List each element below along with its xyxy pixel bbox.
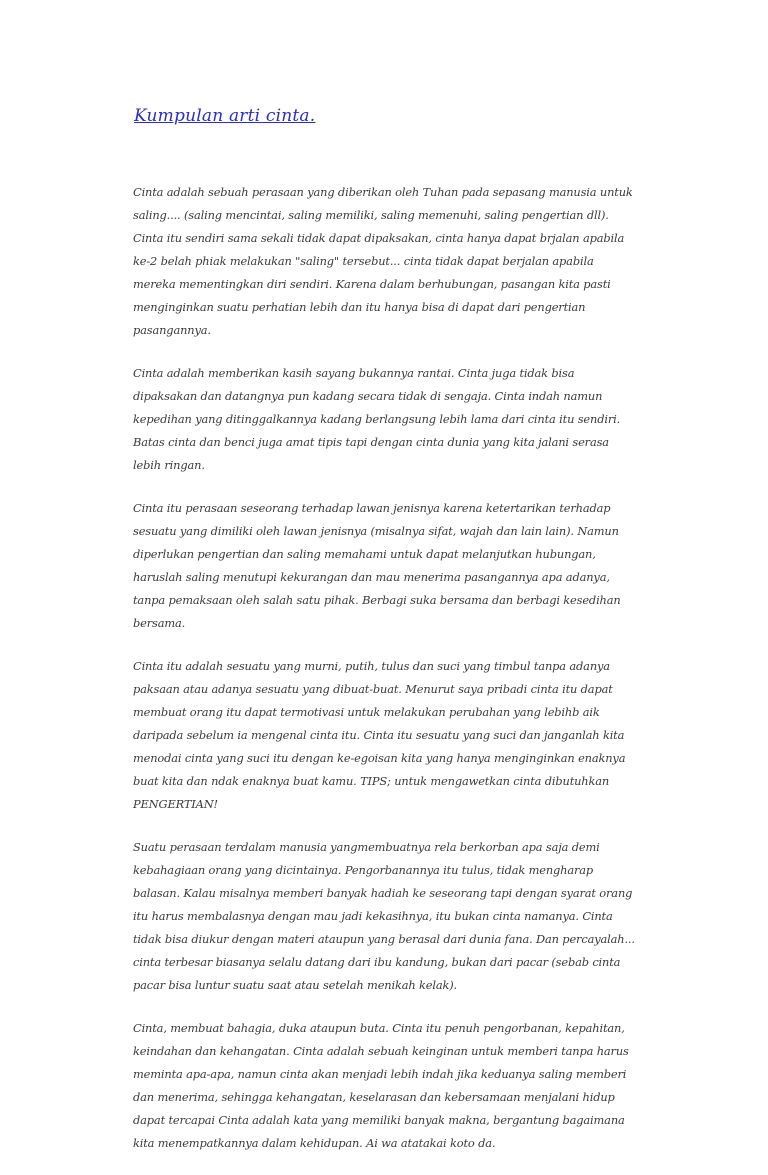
paragraph-6: Cinta, membuat bahagia, duka ataupun buta. Cinta itu penuh pengorbanan, kepahitan, keindahan dan kehangatan. Cinta adalah sebuah keinginan untuk memberi tanpa harus meminta apa-apa, namun cinta akan menjadi lebih indah jika keduanya saling memberi dan menerima, sehingga kehangatan, keselarasan dan kebersamaan menjalani hidup dapat tercapai Cinta adalah kata yang memiliki banyak makna, bergantung bagaimana kita menempatkannya dalam kehidupan. Ai wa atatakai koto da. [133, 1021, 629, 1150]
paragraph-3: Cinta itu perasaan seseorang terhadap lawan jenisnya karena ketertarikan terhadap sesuatu yang dimiliki oleh lawan jenisnya (misalnya sifat, wajah dan lain lain). Namun diperlukan pengertian dan saling memahami untuk dapat melanjutkan hubungan, haruslah saling menutupi kekurangan dan mau menerima pasangannya apa adanya, tanpa pemaksaan oleh salah satu pihak. Berbagi suka bersama dan berbagi kesedihan bersama. [133, 501, 621, 630]
paragraph-4: Cinta itu adalah sesuatu yang murni, putih, tulus dan suci yang timbul tanpa adanya paksaan atau adanya sesuatu yang dibuat-buat. Menurut saya pribadi cinta itu dapat membuat orang itu dapat termotivasi untuk melakukan perubahan yang lebihb aik daripada sebelum ia mengenal cinta itu. Cinta itu sesuatu yang suci dan janganlah kita menodai cinta yang suci itu dengan ke-egoisan kita yang hanya menginginkan enaknya buat kita dan ndak enaknya buat kamu. TIPS; untuk mengawetkan cinta dibutuhkan PENGERTIAN! [133, 659, 626, 811]
paragraph-5: Suatu perasaan terdalam manusia yangmembuatnya rela berkorban apa saja demi kebahagiaan orang yang dicintainya. Pengorbanannya itu tulus, tidak mengharap balasan. Kalau misalnya memberi banyak hadiah ke seseorang tapi dengan syarat orang itu harus membalasnya dengan mau jadi kekasihnya, itu bukan cinta namanya. Cinta tidak bisa diukur dengan materi ataupun yang berasal dari dunia fana. Dan percayalah... cinta terbesar biasanya selalu datang dari ibu kandung, bukan dari pacar (sebab cinta pacar bisa luntur suatu saat atau setelah menikah kelak). [133, 840, 635, 992]
paragraph-1: Cinta adalah sebuah perasaan yang diberikan oleh Tuhan pada sepasang manusia untuk saling.... (saling mencintai, saling memiliki, saling memenuhi, saling pengertian dll). Cinta itu sendiri sama sekali tidak dapat dipaksakan, cinta hanya dapat brjalan apabila ke-2 belah phiak melakukan "saling" tersebut... cinta tidak dapat berjalan apabila mereka mementingkan diri sendiri. Karena dalam berhubungan, pasangan kita pasti menginginkan suatu perhatian lebih dan itu hanya bisa di dapat dari pengertian pasangannya. [133, 185, 633, 337]
document-body [133, 181, 639, 1175]
document-title[interactable]: Kumpulan arti cinta. [134, 106, 316, 126]
paragraph-2: Cinta adalah memberikan kasih sayang bukannya rantai. Cinta juga tidak bisa dipaksakan dan datangnya pun kadang secara tidak di sengaja. Cinta indah namun kepedihan yang ditinggalkannya kadang berlangsung lebih lama dari cinta itu sendiri. Batas cinta dan benci juga amat tipis tapi dengan cinta dunia yang kita jalani serasa lebih ringan. [133, 366, 621, 472]
